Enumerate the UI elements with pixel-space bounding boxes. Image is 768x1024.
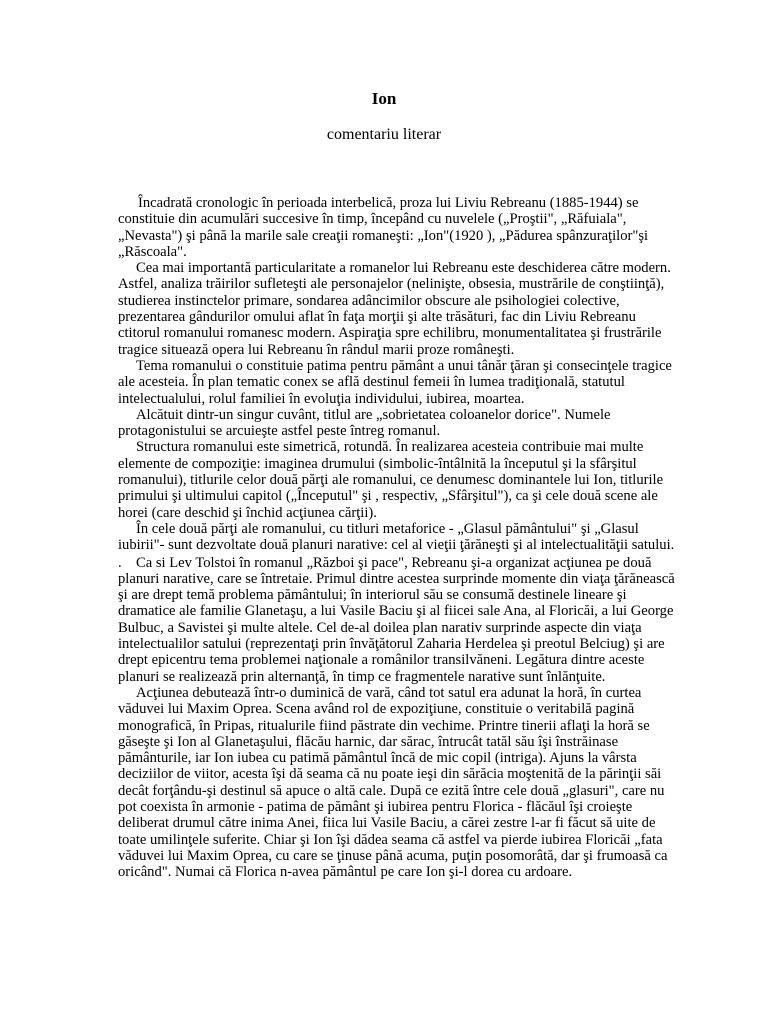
paragraph: Structura romanului este simetrică, rotundă. În realizarea acesteia contribuie mai multe elemente de compoziţie: imaginea drumului (simbolic-întâlnită la începutul şi la sfârşitul romanului), titlurile celor două părţi ale romanului, ce denumesc dominantele lui Ion, titlurile primului şi ultimului capitol („Începutul" şi , respectiv, „Sfârşitul"), ca şi cele două scene ale horei (care deschid şi închid acţiunea cărţii). [118,439,664,521]
paragraph: Acţiunea debutează într-o duminică de vară, când tot satul era adunat la horă, în curtea văduvei lui Maxim Oprea. Scena având rol de expoziţiune, constituie o veritabilă pagină monografică, în Pripas, ritualurile fiind păstrate din vechime. Printre tinerii aflaţi la horă se găseşte şi Ion al Glanetaşului, flăcău harnic, dar sărac, întrucât tatăl său îşi înstrăinase pământurile, iar Ion iubea cu patimă pământul încă de mic copil (intriga). Ajuns la vârsta deciziilor de viitor, acesta îşi dă seama că nu poate ieşi din sărăcia moştenită de la părinţii săi decât forţându-şi destinul să apuce o altă cale. După ce ezită între cele două „glasuri", care nu pot coexista în armonie - patima de pământ şi iubirea pentru Florica - flăcăul îşi croieşte deliberat drumul către inima Anei, fiica lui Vasile Baciu, a cărei zestre l-ar fi făcut să uite de toate umilinţele suferite. Chiar şi Ion îşi dădea seama că astfel va pierde iubirea Floricăi „fata văduvei lui Maxim Oprea, cu care se ţinuse până acuma, puţin posomorâtă, dar şi frumoasă ca oricând". Numai că Florica n-avea pământul pe care Ion şi-l dorea cu ardoare. [118,684,668,881]
document-subtitle: comentariu literar [326,126,442,143]
paragraph [118,555,678,685]
document-title: Ion [371,89,397,108]
paragraph-text: Ca si Lev Tolstoi în romanul „Război şi pace", Rebreanu şi-a organizat acţiunea pe două planuri narative, care se întretaie. Primul dintre acestea surprinde momente din viaţa ţărănească şi are drept temă problema pământului; în interiorul său se consumă destinele lineare şi dramatice ale familie Glanetaşu, a lui Vasile Baciu şi al fiicei sale Ana, al Floricăi, a lui George Bulbuc, a Savistei şi multe altele. Cel de-al doilea plan narativ surprinde aspecte din viaţa intelectualilor satului (reprezentaţi prin învăţătorul Zaharia Herdelea şi preotul Belciug) şi are drept epicentru tema problemei naţionale a românilor transilvăneni. Legătura dintre aceste planuri se realizează prin alternanţă, în timp ce fragmentele narative sunt înlănţuite. [118,554,675,685]
paragraph: Cea mai importantă particularitate a romanelor lui Rebreanu este deschiderea către modern. Astfel, analiza trăirilor sufleteşti ale personajelor (nelinişte, obsesia, mustrările de conştiinţă), studierea instinctelor primare, sondarea adâncimilor obscure ale psihologiei colective, prezentarea gândurilor omului aflat în faţa morţii şi alte trăsături, fac din Liviu Rebreanu ctitorul romanului romanesc modern. Aspiraţia spre echilibru, monumentalitatea şi frustrările tragice situează opera lui Rebreanu în rândul marii proze româneşti. [118,260,671,358]
paragraph: Alcătuit dintr-un singur cuvânt, titlul are „sobrietatea coloanelor dorice". Numele protagonistului se arcuieşte astfel peste întreg romanul. [118,406,611,440]
paragraph: Încadrată cronologic în perioada interbelică, proza lui Liviu Rebreanu (1885-1944) se constituie din acumulări succesive în timp, începând cu nuvelele („Proştii", „Răfuiala", „Nevasta") şi până la marile sale creaţii romaneşti: „Ion"(1920 ), „Pădurea spânzuraţilor"şi „Răscoala". [118,195,649,260]
paragraph: Tema romanului o constituie patima pentru pământ a unui tânăr ţăran şi consecinţele tragice ale acesteia. În plan tematic conex se află destinul femeii în lumea tradiţională, statutul intelectualului, rolul familiei în evoluţia individului, iubirea, moartea. [118,357,672,407]
paragraph: În cele două părţi ale romanului, cu titluri metaforice - „Glasul pământului" şi „Glasul iubirii"- sunt dezvoltate două planuri narative: cel al vieţii ţărăneşti şi al intelectualităţii satului. [118,520,675,554]
paragraph-leader: . [118,554,122,571]
document-body [118,195,678,880]
